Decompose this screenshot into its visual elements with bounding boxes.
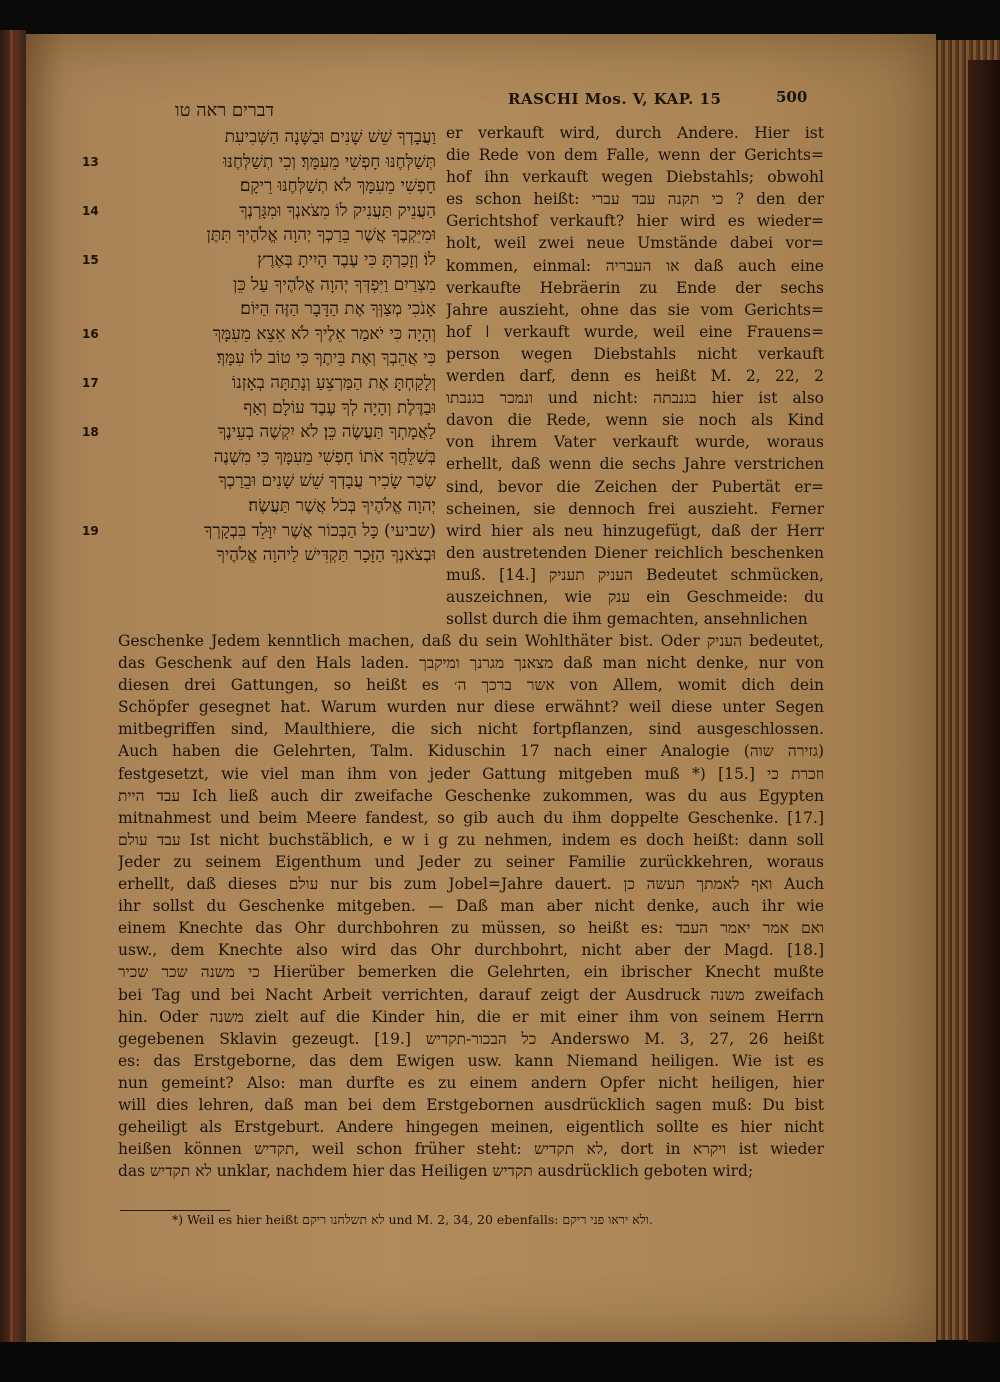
- hebrew-verse-line: וְלָקַחְתָּ אֶת הַמַּרְצֵעַ וְנָתַתָּה בְאָזְנוֹ: [231, 372, 436, 393]
- commentary-line: nun gemeint? Also: man durfte es zu einem andern Opfer nicht heiligen, hier: [118, 1073, 824, 1092]
- verse-number: 19: [82, 523, 99, 538]
- hebrew-verse-line: חָפְשִׁי מֵעִמָּךְ לֹא תְשַׁלְּחֶנּוּ רֵיקָם׃: [239, 176, 436, 197]
- hebrew-verse-line: הַעֲנֵיק תַּעֲנִיק לוֹ מִצֹּאנְךָ וּמִגָּרְנְךָ: [239, 200, 436, 221]
- commentary-line: mitnahmest und beim Meere fandest, so gib auch du ihm doppelte Geschenke. [17.]: [118, 808, 824, 827]
- commentary-line: ihr sollst du Geschenke mitgeben. — Daß man aber nicht denke, auch ihr wie: [118, 897, 824, 916]
- commentary-line: geheiligt als Erstgeburt. Andere hingegen meinen, eigentlich sollte es hier nicht: [118, 1118, 824, 1137]
- commentary-line: verkaufte Hebräerin zu Ende der sechs: [446, 278, 824, 297]
- running-head-hebrew: דברים ראה טו: [175, 100, 275, 121]
- commentary-line: erhellt, daß wenn die sechs Jahre verstrichen: [446, 455, 824, 474]
- commentary-line: sind, bevor die Zeichen der Pubertät er=: [446, 477, 824, 496]
- hebrew-verse-line: לַאֲמָתְךָ תַּעֲשֶׂה כֵּן׃ לֹא יִקְשֶׁה בְעֵינֶךָ: [217, 422, 436, 443]
- commentary-line: diesen drei Gattungen, so heißt es אשר ברכך ה׳ von Allem, womit dich dein: [118, 676, 824, 695]
- hebrew-verse-line: אָנֹכִי מְצַוְּךָ אֶת הַדָּבָר הַזֶּה הַיּוֹם׃: [240, 299, 436, 320]
- footnote: *) Weil es hier heißt לא תשלחנו ריקם und M. 2, 34, 20 ebenfalls: ולא יראו פני ריקם.: [172, 1212, 653, 1227]
- commentary-line: Jeder zu seinem Eigenthum und Jeder zu seiner Familie zurückkehren, woraus: [118, 852, 824, 871]
- book-cover-edge: [968, 60, 1000, 1350]
- commentary-line: עבד עולם Ist nicht buchstäblich, e w i g zu nehmen, indem es doch heißt: dann soll: [118, 830, 824, 849]
- commentary-line: holt, weil zwei neue Umstände dabei vor=: [446, 234, 824, 253]
- commentary-column: [446, 122, 824, 630]
- hebrew-verse-line: וּבַדֶּלֶת וְהָיָה לְךָ עֶבֶד עוֹלָם וְאַף: [243, 397, 436, 418]
- hebrew-verse-line: שְׂכַר שָׂכִיר עֲבָדְךָ שֵׁשׁ שָׁנִים וּבֵרַכְךָ: [218, 471, 436, 492]
- verse-number: 13: [82, 154, 99, 169]
- commentary-line: gegebenen Sklavin gezeugt. [19.] כל הבכור-תקדיש Anderswo M. 3, 27, 26 heißt: [118, 1029, 824, 1048]
- hebrew-verse-line: וַעֲבָדְךָ שֵׁשׁ שָׁנִים וּבַשָּׁנָה הַשְּׁבִיעִת: [224, 127, 436, 147]
- commentary-line: bei Tag und bei Nacht Arbeit verrichten, darauf zeigt der Ausdruck משנה zweifach: [118, 985, 824, 1004]
- commentary-line: es: das Erstgeborne, das dem Ewigen usw. kann Niemand heiligen. Wie ist es: [118, 1051, 824, 1070]
- hebrew-verse-line: תְּשַׁלְּחֶנּוּ חָפְשִׁי מֵעִמָּךְ׃ וְכִי תְשַׁלְּחֶנּוּ: [223, 151, 436, 172]
- commentary-line: usw., dem Knechte also wird das Ohr durchbohrt, nicht aber der Magd. [18.]: [118, 941, 824, 960]
- commentary-line: einem Knechte das Ohr durchbohren zu müssen, so heißt es: ואם אמר יאמר העבד: [118, 919, 824, 938]
- verse-number: 15: [82, 253, 99, 267]
- commentary-line: עבד היית Ich ließ auch dir zweifache Geschenke zukommen, was du aus Egypten: [118, 786, 824, 805]
- verse-number: 17: [82, 376, 99, 390]
- verse-number: 14: [82, 203, 99, 218]
- page-number: 500: [776, 88, 808, 106]
- commentary-line: person wegen Diebstahls nicht verkauft: [446, 344, 824, 363]
- hebrew-verse-line: כִּי אֲהֵבְךָ וְאֶת בֵּיתֶךָ כִּי טוֹב לוֹ עִמָּךְ׃: [216, 348, 436, 369]
- commentary-line: wird hier als neu hinzugefügt, daß der Herr: [446, 521, 824, 540]
- hebrew-bible-text: [108, 125, 436, 568]
- verse-number: 18: [82, 425, 99, 440]
- commentary-line: festgesetzt, wie viel man ihm von jeder Gattung mitgeben muß *) [15.] וזכרת כי: [118, 764, 824, 783]
- book-spine-left: [0, 30, 26, 1382]
- commentary-line: werden darf, denn es heißt M. 2, 22, 2: [446, 367, 824, 386]
- verse-number: 16: [82, 326, 99, 341]
- footnote-rule: [120, 1210, 230, 1211]
- commentary-line: die Rede von dem Falle, wenn der Gerichts=: [446, 146, 824, 165]
- commentary-full-width: [118, 630, 824, 1182]
- commentary-line: ונמכר בגנבתו und nicht: בגנבתה hier ist also: [446, 389, 824, 408]
- commentary-line: sollst durch die ihm gemachten, ansehnlichen: [446, 610, 808, 629]
- hebrew-verse-line: וּמִיִּקְבֶךָ אֲשֶׁר בֵּרַכְךָ יְהוָה אֱלֹהֶיךָ תִּתֶּן: [206, 225, 436, 246]
- commentary-line: mitbegriffen sind, Maulthiere, die sich nicht fortpflanzen, sind ausgeschlossen.: [118, 720, 824, 739]
- running-head-title: RASCHI Mos. V, KAP. 15: [508, 90, 722, 108]
- hebrew-verse-line: לוֹ׃ וְזָכַרְתָּ כִּי עֶבֶד הָיִיתָ בְּאֶרֶץ: [257, 249, 436, 270]
- commentary-line: kommen, einmal: או העבריה daß auch eine: [446, 256, 824, 275]
- commentary-line: es schon heißt: כי תקנה עבד עברי ? den der: [446, 190, 824, 209]
- hebrew-verse-line: יְהוָה אֱלֹהֶיךָ בְּכֹל אֲשֶׁר תַּעֲשֶׂה׃: [248, 495, 436, 516]
- commentary-line: Gerichtshof verkauft? hier wird es wieder=: [446, 212, 824, 231]
- commentary-line: auszeichnen, wie ענק ein Geschmeide: du: [446, 587, 824, 606]
- commentary-line: von ihrem Vater verkauft wurde, woraus: [446, 433, 824, 452]
- commentary-line: davon die Rede, wenn sie noch als Kind: [446, 411, 824, 430]
- commentary-line: den austretenden Diener reichlich beschenken: [446, 543, 824, 562]
- hebrew-verse-line: בְּשַׁלֵּחֲךָ אֹתוֹ חָפְשִׁי מֵעִמָּךְ כִּי מִשְׁנֶה: [213, 446, 436, 467]
- hebrew-verse-line: (שביעי) כָּל הַבְּכוֹר אֲשֶׁר יִוָּלֵד בִּבְקָרְךָ: [204, 520, 436, 541]
- commentary-line: Jahre auszieht, ohne das sie vom Gerichts=: [446, 300, 824, 319]
- hebrew-verse-line: וְהָיָה כִּי יֹאמַר אֵלֶיךָ לֹא אֵצֵא מֵעִמָּךְ: [212, 323, 436, 344]
- commentary-line: das לא תקדיש unklar, nachdem hier das Heiligen תקדיש ausdrücklich geboten wird;: [118, 1162, 754, 1181]
- commentary-line: כי משנה שכר שכיר Hierüber bemerken die Gelehrten, ein ibrischer Knecht mußte: [118, 963, 824, 982]
- commentary-line: hof ihn verkauft wegen Diebstahls; obwohl: [446, 168, 824, 187]
- commentary-line: Schöpfer gesegnet hat. Warum wurden nur diese erwähnt? weil diese unter Segen: [118, 698, 824, 717]
- commentary-line: Auch haben die Gelehrten, Talm. Kiduschin 17 nach einer Analogie (גזירה שוה): [118, 742, 824, 761]
- commentary-line: muß. [14.] העניק תעניק Bedeutet schmücken,: [446, 565, 824, 584]
- commentary-line: will dies lehren, daß man bei dem Erstgebornen ausdrücklich sagen muß: Du bist: [118, 1095, 824, 1114]
- commentary-line: heißen können תקדיש, weil schon früher steht: לא תקדיש, dort in ויקרא ist wieder: [118, 1140, 824, 1159]
- commentary-line: Geschenke Jedem kenntlich machen, daß du sein Wohlthäter bist. Oder העניק bedeutet,: [118, 632, 824, 650]
- commentary-line: hin. Oder משנה zielt auf die Kinder hin, die er mit einer ihm von seinem Herrn: [118, 1007, 824, 1026]
- hebrew-verse-line: וּבְצֹאנְךָ הַזָּכָר תַּקְדִּישׁ לַיהוָה אֱלֹהֶיךָ: [216, 545, 436, 566]
- commentary-line: hof ǀ verkauft wurde, weil eine Frauens=: [446, 322, 824, 341]
- commentary-line: das Geschenk auf den Hals laden. מצאנך מגרנך ומיקבך daß man nicht denke, nur von: [118, 654, 824, 673]
- background-shadow: [0, 1342, 1000, 1382]
- commentary-line: scheinen, sie dennoch frei auszieht. Ferner: [446, 499, 824, 518]
- commentary-line: er verkauft wird, durch Andere. Hier ist: [446, 124, 824, 142]
- commentary-line: erhellt, daß dieses עולם nur bis zum Jobel=Jahre dauert. ואף לאמתך תעשה כן Auch: [118, 875, 824, 894]
- hebrew-verse-line: מִצְרַיִם וַיִּפְדְּךָ יְהוָה אֱלֹהֶיךָ עַל כֵּן: [233, 274, 436, 295]
